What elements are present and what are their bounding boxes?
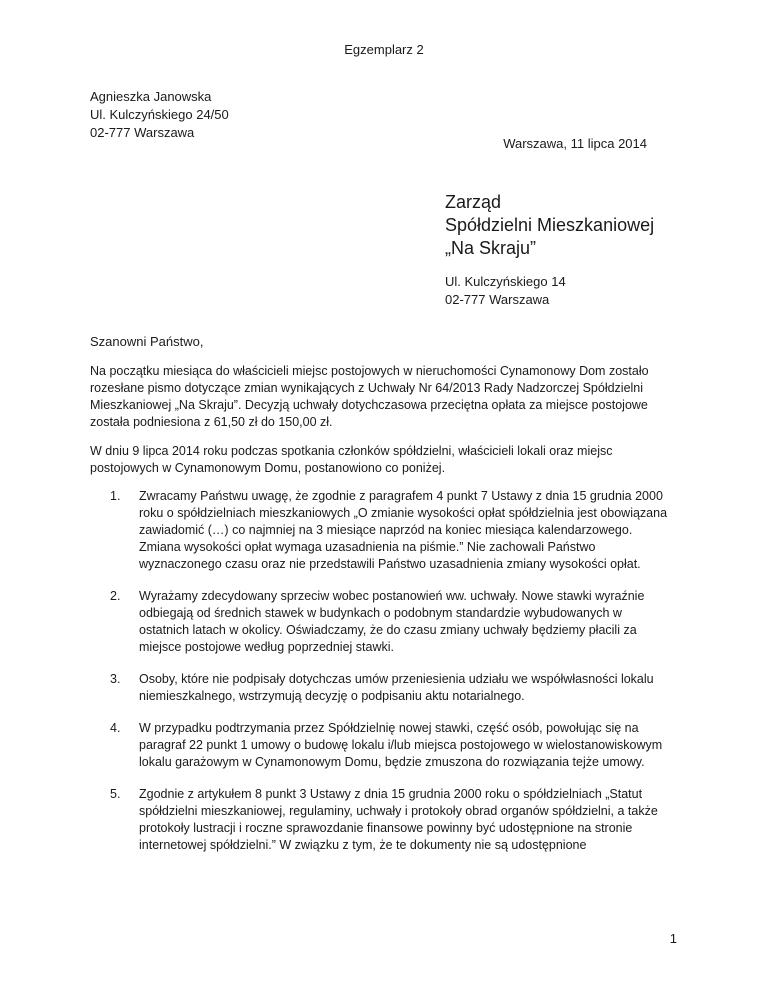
list-item (110, 720, 670, 771)
list-item (110, 588, 670, 656)
list-item-text: Wyrażamy zdecydowany sprzeciw wobec postanowień ww. uchwały. Nowe stawki wyraźnie odbiegają od średnich stawek w budynkach o podobnym standardzie wybudowanych w ostatnich latach w okolicy. Oświadczamy, że do czasu zmiany uchwały będziemy płacili za miejsce postojowe według poprzedniej stawki. (139, 589, 645, 654)
sender-street: Ul. Kulczyńskiego 24/50 (90, 107, 229, 122)
list-item-number: 5. (110, 787, 121, 801)
recipient-name-line-2: Spółdzielni Mieszkaniowej (445, 215, 655, 235)
list-item-text: Zwracamy Państwu uwagę, że zgodnie z paragrafem 4 punkt 7 Ustawy z dnia 15 grudnia 2000 roku o spółdzielniach mieszkaniowych „O zmianie wysokości opłat spółdzielnia jest obowiązana zawiadomić (…) co najmniej na 3 miesiące naprzód na koniec miesiąca kalendarzowego. Zmiana wysokości opłat wymaga uzasadnienia na piśmie.” Nie zachowali Państwo wyznaczonego czasu oraz nie przedstawili Państwo uzasadnienia zmiany wysokości opłat. (139, 489, 668, 571)
recipient-name-line-1: Zarząd (445, 192, 502, 212)
list-item (110, 786, 670, 854)
recipient-street: Ul. Kulczyńskiego 14 (445, 274, 566, 289)
list-item-text: Osoby, które nie podpisały dotychczas umów przeniesienia udziału we współwłasności lokalu niemieszkalnego, wstrzymują decyzję o podpisaniu aktu notarialnego. (139, 672, 654, 703)
paragraph-intro: Na początku miesiąca do właścicieli miejsc postojowych w nieruchomości Cynamonowy Dom zostało rozesłane pismo dotyczące zmian wynikających z Uchwały Nr 64/2013 Rady Nadzorczej Spółdzielni Mieszkaniowej „Na Skraju”. Decyzją uchwały dotychczasowa przeciętna opłata za miejsce postojowe została podniesiona z 61,50 zł do 150,00 zł. (90, 364, 649, 429)
list-item (110, 488, 670, 573)
list-item-text: Zgodnie z artykułem 8 punkt 3 Ustawy z dnia 15 grudnia 2000 roku o spółdzielniach „Statut spółdzielni mieszkaniowej, regulaminy, uchwały i protokoły obrad organów spółdzielni, a także protokoły lustracji i roczne sprawozdanie finansowe powinny być udostępnione na stronie internetowej spółdzielni.” W związku z tym, że te dokumenty nie są udostępnione (139, 787, 658, 852)
paragraph-meeting: W dniu 9 lipca 2014 roku podczas spotkania członków spółdzielni, właścicieli lokali oraz miejsc postojowych w Cynamonowym Domu, postanowiono co poniżej. (90, 444, 613, 475)
list-item (110, 671, 670, 705)
list-item-text: W przypadku podtrzymania przez Spółdzielnię nowej stawki, część osób, powołując się na paragraf 22 punkt 1 umowy o budowę lokalu i/lub miejsca postojowego w wielostanowiskowym lokalu garażowym w Cynamonowym Domu, będzie zmuszona do rozwiązania tejże umowy. (139, 721, 663, 769)
list-item-number: 3. (110, 672, 121, 686)
recipient-name-line-3: „Na Skraju” (445, 238, 537, 258)
page-number: 1 (669, 931, 677, 946)
sender-name: Agnieszka Janowska (90, 89, 212, 104)
recipient-address (445, 273, 654, 309)
numbered-list (110, 488, 670, 869)
sender-city: 02-777 Warszawa (90, 125, 195, 140)
list-item-number: 1. (110, 489, 121, 503)
letter-date: Warszawa, 11 lipca 2014 (503, 136, 647, 151)
greeting: Szanowni Państwo, (90, 334, 204, 349)
list-item-number: 4. (110, 721, 121, 735)
copy-label: Egzemplarz 2 (344, 42, 424, 57)
list-item-number: 2. (110, 589, 121, 603)
recipient-city: 02-777 Warszawa (445, 292, 550, 307)
recipient-block (445, 191, 654, 309)
sender-address (90, 88, 229, 142)
